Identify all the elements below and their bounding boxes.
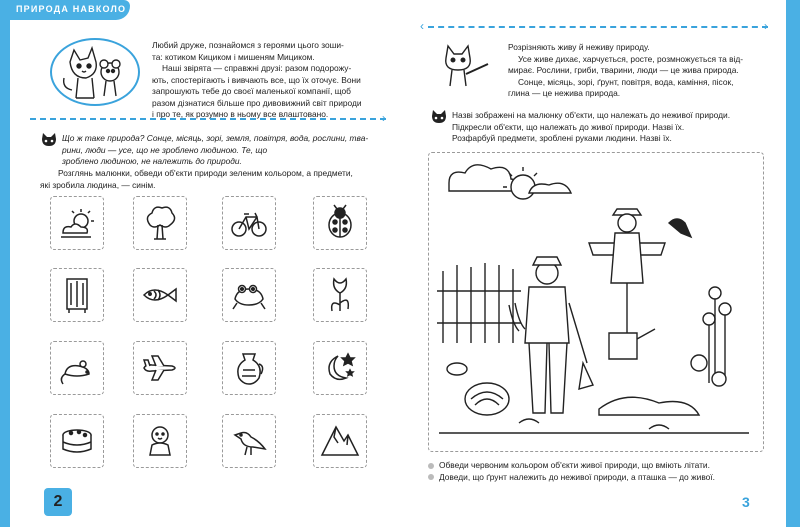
moon-stars-icon bbox=[320, 348, 360, 388]
bullet-list bbox=[428, 460, 768, 483]
task-line: Розглянь малюнки, обведи об'єкти природи зеленим кольором, а предмети, bbox=[58, 168, 353, 178]
card-tree[interactable] bbox=[133, 196, 187, 250]
garden-illustration-frame bbox=[428, 152, 764, 452]
section-title: ПРИРОДА НАВКОЛО ТЕБЕ bbox=[16, 4, 159, 14]
baby-icon bbox=[140, 421, 180, 461]
airplane-icon bbox=[140, 348, 180, 388]
garden-scene-icon bbox=[429, 153, 763, 451]
mountains-icon bbox=[320, 421, 360, 461]
cake-icon bbox=[57, 421, 97, 461]
left-border-strip bbox=[0, 20, 10, 527]
bullet-text: Обведи червоним кольором об'єкти живої природи, що вміють літати. bbox=[439, 460, 710, 470]
right-task-line: Розфарбуй предмети, зроблені руками людини. Назві їх. bbox=[452, 133, 672, 143]
card-moon-stars[interactable] bbox=[313, 341, 367, 395]
intro-line: Любий друже, познайомся з героями цього зоши- bbox=[152, 40, 344, 50]
wardrobe-icon bbox=[57, 275, 97, 315]
bullet-text: Доведи, що ґрунт належить до неживої природи, а пташка — до живої. bbox=[439, 471, 715, 482]
page-number-badge-left bbox=[44, 488, 72, 516]
cat-mouse-icon bbox=[52, 40, 138, 104]
card-ladybug[interactable] bbox=[313, 196, 367, 250]
card-sun-cloud[interactable] bbox=[50, 196, 104, 250]
bullet-item bbox=[428, 472, 768, 484]
card-bird[interactable] bbox=[222, 414, 276, 468]
cat-head-icon bbox=[40, 133, 58, 147]
right-border-strip bbox=[786, 0, 800, 527]
right-intro-line: мирає. Рослини, гриби, тварини, люди — це жива природа. bbox=[508, 65, 739, 75]
card-tulip[interactable] bbox=[313, 268, 367, 322]
mascots-circle bbox=[50, 38, 140, 106]
right-task-line: Назві зображені на малюнку об'єкти, що належать до неживої природи. bbox=[452, 110, 731, 120]
cat-teacher-icon bbox=[438, 40, 492, 90]
intro-line: і про те, як розумно в ньому все влаштовано. bbox=[152, 109, 329, 119]
question-line: рини, люди — усе, що не зроблено людиною. Те, що bbox=[62, 144, 268, 155]
top-dashed-rule bbox=[428, 26, 768, 28]
fish-icon bbox=[140, 275, 180, 315]
tree-icon bbox=[140, 203, 180, 243]
arrow-right-icon: › bbox=[764, 19, 768, 33]
card-jug[interactable] bbox=[222, 341, 276, 395]
intro-line: Наші звірята — справжні друзі: разом подорожу- bbox=[162, 63, 352, 73]
card-bicycle[interactable] bbox=[222, 196, 276, 250]
intro-line: та: котиком Кициком і мишеням Мициком. bbox=[152, 51, 315, 62]
card-mouse[interactable] bbox=[50, 341, 104, 395]
frog-icon bbox=[229, 275, 269, 315]
card-wardrobe[interactable] bbox=[50, 268, 104, 322]
right-intro-line: Сонце, місяць, зорі, ґрунт, повітря, вода, каміння, пісок, bbox=[518, 76, 734, 87]
intro-line: ють, спостерігають і вивчають все, що їх оточує. Вони bbox=[152, 74, 361, 85]
card-fish[interactable] bbox=[133, 268, 187, 322]
mouse-icon bbox=[57, 348, 97, 388]
right-intro-text bbox=[508, 42, 763, 100]
right-intro-line: глина — це нежива природа. bbox=[508, 88, 621, 98]
bicycle-icon bbox=[229, 203, 269, 243]
tulip-icon bbox=[320, 275, 360, 315]
bullet-item bbox=[428, 460, 768, 472]
right-task-line: Підкресли об'єкти, що належать до живої природи. Назві їх. bbox=[452, 121, 685, 132]
arrow-left-icon: ‹ bbox=[420, 19, 424, 33]
card-frog[interactable] bbox=[222, 268, 276, 322]
card-mountains[interactable] bbox=[313, 414, 367, 468]
question-line: зроблено людиною, не належить до природи. bbox=[62, 156, 242, 166]
right-intro-line: Розрізняють живу й неживу природу. bbox=[508, 42, 650, 52]
question-line: Що ж таке природа? Сонце, місяць, зорі, земля, повітря, вода, рослини, тва- bbox=[62, 133, 369, 143]
left-dashed-rule bbox=[30, 118, 386, 120]
intro-line: разом дізнатися більше про дивовижний світ природи bbox=[152, 97, 362, 108]
card-airplane[interactable] bbox=[133, 341, 187, 395]
card-baby[interactable] bbox=[133, 414, 187, 468]
jug-icon bbox=[229, 348, 269, 388]
page-number-left: 2 bbox=[53, 493, 63, 510]
intro-text bbox=[152, 40, 382, 121]
ladybug-icon bbox=[320, 203, 360, 243]
task-text bbox=[40, 168, 375, 191]
bullet-dot bbox=[428, 474, 434, 480]
page-number-right: 3 bbox=[742, 494, 750, 510]
task-line: які зробила людина, — синім. bbox=[40, 179, 156, 190]
sun-cloud-icon bbox=[57, 203, 97, 243]
question-text bbox=[62, 133, 372, 168]
right-intro-line: Усе живе дихає, харчується, росте, розмножується та від- bbox=[518, 53, 744, 64]
cat-head-icon bbox=[430, 110, 448, 124]
bird-icon bbox=[229, 421, 269, 461]
intro-line: запрошують тебе до своєї маленької компанії, щоб bbox=[152, 86, 351, 96]
bullet-dot bbox=[428, 463, 434, 469]
rule-arrow-right-icon: › bbox=[382, 111, 386, 125]
card-cake[interactable] bbox=[50, 414, 104, 468]
right-task-text bbox=[452, 110, 772, 145]
